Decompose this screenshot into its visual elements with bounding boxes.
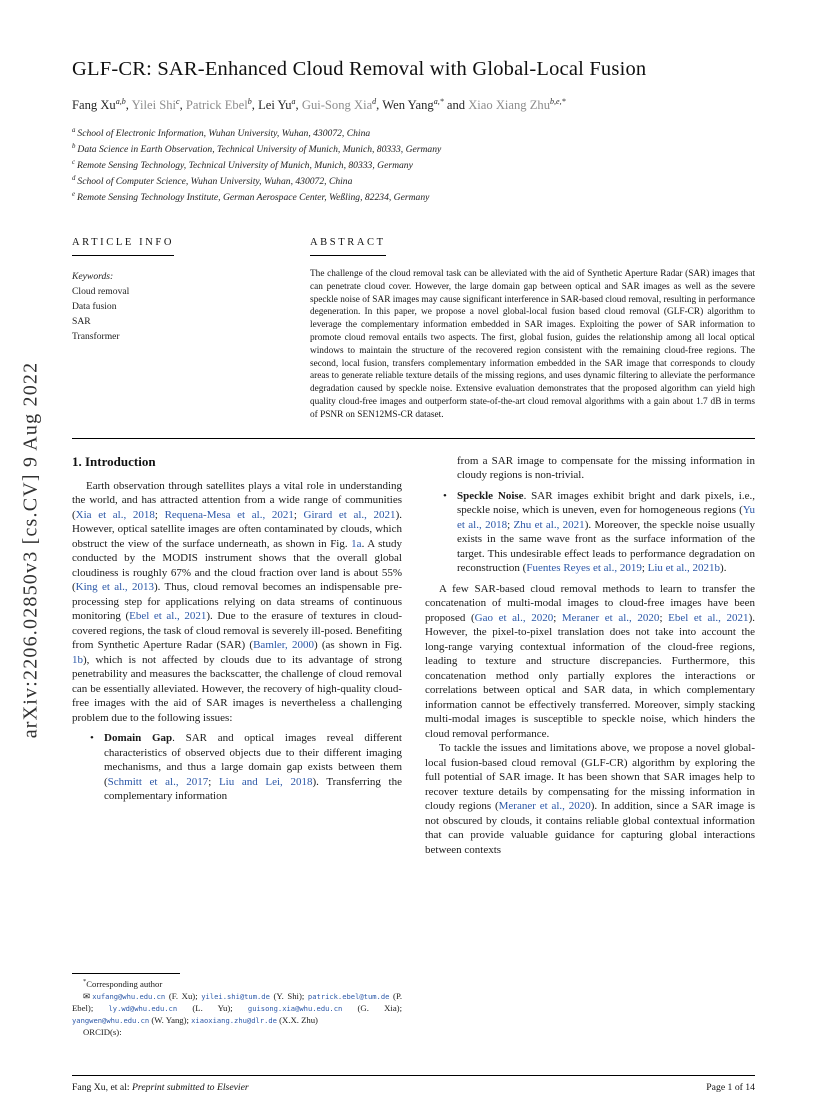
text-run: ; xyxy=(208,775,219,788)
citation-link[interactable]: Gao et al., 2020 xyxy=(474,611,554,624)
text-run: ; xyxy=(507,518,514,531)
text-run: . SAR images exhibit bright and dark pixels, i.e., speckle noise, which is uneven, even for homogeneous regions ( xyxy=(457,489,755,517)
author-separator: , xyxy=(179,98,186,112)
citation-link[interactable]: 1a xyxy=(351,537,362,550)
text-run: ORCID(s): xyxy=(83,1026,122,1037)
email-link[interactable]: xiaoxiang.zhu@dlr.de xyxy=(191,1015,277,1025)
keywords-block xyxy=(72,269,294,344)
email-link[interactable]: guisong.xia@whu.edu.cn xyxy=(247,1003,343,1013)
affiliation-superscript: c xyxy=(72,158,76,166)
author-name: Gui-Song Xia xyxy=(301,98,373,112)
affiliation-text: Remote Sensing Technology Institute, German Aerospace Center, Weßling, 82234, Germany xyxy=(77,192,430,203)
text-run: ). However, optical satellite images are often contaminated by clouds, which obstruct the view of the surface underneath, as shown in Fig. xyxy=(72,508,402,550)
abstract-text: The challenge of the cloud removal task can be alleviated with the aid of Synthetic Aperture Radar (SAR) images that can penetrate cloud cover. However, the large domain gap between optical and SAR images as well as the severe speckle noise of SAR images may cause significant interference in SAR-based cloud removal, resulting in performance degeneration. In this paper, we propose a novel global-local fusion based cloud removal (GLF-CR) algorithm to leverage the complementary information embedded in SAR images. Exploiting the power of SAR information to promote cloud removal entails two aspects. The first, global fusion, guides the relationship among all local optical windows to maintain the structure of the recovered region consistent with the remaining cloud-free regions. The second, local fusion, transfers complementary information embedded in the SAR image that corresponds to cloudy areas to generate reliable texture details of the missing regions, and uses dynamic filtering to alleviate the performance degradation caused by speckle noise. Extensive evaluation demonstrates that the proposed algorithm can yield high quality cloud-free images and outperform state-of-the-art cloud removal algorithms with a gain about 1.7 dB in terms of PSNR on SEN12MS-CR dataset. xyxy=(310,269,755,420)
author-name: Lei Yu xyxy=(258,98,292,112)
author-emails xyxy=(72,991,402,1027)
affiliation-text: Remote Sensing Technology, Technical University of Munich, Munich, 80333, Germany xyxy=(77,160,413,171)
author-separator: and xyxy=(443,98,469,112)
keywords-list xyxy=(72,284,294,344)
citation-link[interactable]: Liu et al., 2021b xyxy=(647,562,721,575)
author-affiliation-superscript: a,b xyxy=(115,96,126,106)
paragraph xyxy=(425,582,755,742)
page-number: Page 1 of 14 xyxy=(706,1082,755,1093)
body-column-right xyxy=(425,454,755,1039)
section-divider-rule xyxy=(72,438,755,439)
corresponding-author-note xyxy=(72,979,402,991)
text-run: ; xyxy=(659,611,669,624)
author-name: Xiao Xiang Zhu xyxy=(468,98,551,112)
bold-text: Speckle Noise xyxy=(457,489,524,502)
keyword-item: Data fusion xyxy=(72,301,117,312)
text-run: (Y. Shi); xyxy=(269,990,308,1001)
affiliation-superscript: e xyxy=(72,190,76,198)
text-run: ). Transferring the complementary information xyxy=(104,775,402,803)
citation-link[interactable]: Xia et al., 2018 xyxy=(75,508,155,521)
abstract-column xyxy=(310,232,755,422)
text-run: ). Moreover, the speckle noise usually exists in the same wave front as the surface information of the target. This undesirable effect leads to performance degradation on reconstruction ( xyxy=(457,518,755,575)
text-run: (L. Yu); xyxy=(177,1002,248,1013)
article-info-column xyxy=(72,232,294,422)
envelope-icon: ✉ xyxy=(83,990,91,1001)
citation-link[interactable]: King et al., 2013 xyxy=(75,581,154,594)
author-affiliation-superscript: a,* xyxy=(433,96,444,106)
text-run: . A study conducted by the MODIS instrument shows that the overall global cloudiness is roughly 67% and the cloud fraction over land is about 55% ( xyxy=(72,537,402,594)
paragraph xyxy=(425,741,755,857)
keyword-item: SAR xyxy=(72,316,91,327)
text-run: ), which is not affected by clouds due to its advantage of strong penetrability and measures the backscatter, the challenge of cloud removal can be essentially alleviated. However, the recovery of high-quality cloud-free images with the aid of SAR images is nevertheless a challenging problem due to the following issues: xyxy=(72,653,402,724)
affiliation-text: Data Science in Earth Observation, Technical University of Munich, Munich, 80333, Germany xyxy=(77,144,442,155)
author-separator: , xyxy=(376,98,383,112)
keyword-item: Cloud removal xyxy=(72,286,130,297)
bullet-marker: • xyxy=(443,489,447,502)
author-affiliation-superscript: d xyxy=(372,96,377,106)
text-run: ). Due to the erasure of textures in cloud-covered regions, the task of cloud removal is severely ill-posed. Benefiting from Synthetic Aperture Radar (SAR) ( xyxy=(72,610,402,652)
italic-text: Preprint submitted to Elsevier xyxy=(132,1082,249,1093)
footer-credit xyxy=(72,1082,249,1093)
affiliation xyxy=(72,190,755,206)
author-affiliation-superscript: c xyxy=(176,96,180,106)
affiliation-text: School of Electronic Information, Wuhan University, Wuhan, 430072, China xyxy=(77,128,371,139)
affiliation xyxy=(72,126,755,142)
superscript-marker: * xyxy=(83,978,87,986)
author-name: Fang Xu xyxy=(72,98,116,112)
abstract-heading: ABSTRACT xyxy=(310,237,386,256)
author-separator: , xyxy=(125,98,132,112)
citation-link[interactable]: Zhu et al., 2021 xyxy=(513,518,585,531)
citation-link[interactable]: Ebel et al., 2021 xyxy=(129,610,207,623)
author-name: Yilei Shi xyxy=(131,98,177,112)
author-name: Patrick Ebel xyxy=(185,98,248,112)
paragraph xyxy=(72,479,402,726)
author-name: Wen Yang xyxy=(382,98,434,112)
text-run: Earth observation through satellites plays a vital role in understanding the world, and has attracted attention from a wide range of communities ( xyxy=(72,479,402,521)
article-info-heading: ARTICLE INFO xyxy=(72,237,174,256)
text-run: Fang Xu, et al: xyxy=(72,1082,132,1093)
affiliation-list xyxy=(72,126,755,206)
citation-link[interactable]: 1b xyxy=(72,653,83,666)
text-run: (X.X. Zhu) xyxy=(276,1014,318,1025)
body-columns xyxy=(72,454,755,1039)
text-run: A few SAR-based cloud removal methods to learn to transfer the concatenation of multi-modal images to cloud-free images have been proposed ( xyxy=(425,582,755,624)
section-heading-introduction: 1. Introduction xyxy=(72,453,156,469)
text-run: ) (as shown in Fig. xyxy=(313,639,402,652)
text-run: ). Thus, cloud removal becomes an indispensable pre-processing step for applications relying on data streams of continuous monitoring ( xyxy=(72,581,402,623)
affiliation xyxy=(72,174,755,190)
citation-link[interactable]: Liu and Lei, 2018 xyxy=(218,775,313,788)
keyword-item: Transformer xyxy=(72,331,120,342)
affiliation-superscript: a xyxy=(72,126,76,134)
keywords-label: Keywords: xyxy=(72,271,114,282)
text-run: ). xyxy=(720,562,727,575)
bullet-marker: • xyxy=(90,732,94,745)
text-run: ; xyxy=(641,562,648,575)
citation-link[interactable]: Requena-Mesa et al., 2021 xyxy=(164,508,294,521)
bullet-item xyxy=(72,731,402,804)
citation-link[interactable]: Schmitt et al., 2017 xyxy=(107,775,209,788)
body-column-left xyxy=(72,454,402,1039)
intro-left-text xyxy=(72,479,402,810)
text-run: (F. Xu); xyxy=(165,990,202,1001)
text-run: (P. Ebel); xyxy=(72,990,402,1013)
text-run: ; xyxy=(154,508,165,521)
page-footer xyxy=(72,1075,755,1093)
arxiv-watermark: arXiv:2206.02850v3 [cs.CV] 9 Aug 2022 xyxy=(19,361,42,739)
text-run: (G. Xia); xyxy=(342,1002,402,1013)
footnote-lines xyxy=(72,979,402,1039)
email-link[interactable]: yangwen@whu.edu.cn xyxy=(72,1015,150,1025)
bullet-item xyxy=(425,489,755,576)
citation-link[interactable]: Ebel et al., 2021 xyxy=(668,611,749,624)
text-run: . SAR and optical images reveal different characteristics of observed objects due to their different imaging mechanisms, and thus a large domain gap exists between them ( xyxy=(104,732,402,788)
citation-link[interactable]: Girard et al., 2021 xyxy=(303,508,396,521)
paper-title: GLF-CR: SAR-Enhanced Cloud Removal with Global-Local Fusion xyxy=(72,58,647,80)
citation-link[interactable]: Yu et al., 2018 xyxy=(457,504,755,531)
text-run: from a SAR image to compensate for the missing information in cloudy regions is non-trivial. xyxy=(457,454,755,482)
intro-right-text xyxy=(425,454,755,858)
text-run: ; xyxy=(553,611,562,624)
text-run: ; xyxy=(293,508,304,521)
email-link[interactable]: xufang@whu.edu.cn xyxy=(92,991,166,1001)
citation-link[interactable]: Meraner et al., 2020 xyxy=(498,800,591,813)
text-run: ). In addition, since a SAR image is not obscured by clouds, it contains reliable global contextual information that can provide valuable guidance for capturing global interactions between contexts xyxy=(425,800,755,856)
citation-link[interactable]: Bamler, 2000 xyxy=(253,639,314,652)
citation-link[interactable]: Meraner et al., 2020 xyxy=(561,611,660,624)
orcid-note xyxy=(72,1027,402,1039)
text-run: Corresponding author xyxy=(86,979,163,990)
email-link[interactable]: yilei.shi@tum.de xyxy=(201,991,270,1001)
bold-text: Domain Gap xyxy=(104,732,173,745)
author-separator: , xyxy=(295,98,302,112)
text-run: ). However, the pixel-to-pixel translation does not take into account the long-range varying contextual information of the cloud-free regions, leading to texture and structure discrepancies. Furthermore, this concatenation method only partially explores the interactions or correlations between optical and SAR data, in which complementary information cannot be effectively transferred. Moreover, simply stacking multi-modal images is susceptible to speckle noise, which hinders the cloud removal performance. xyxy=(425,611,755,740)
affiliation xyxy=(72,158,755,174)
text-run: To tackle the issues and limitations above, we propose a novel global-local fusion-based cloud removal (GLF-CR) algorithm by exploring the full potential of SAR image. It has been shown that SAR images help to recover texture details by compensating for the missing information in cloudy regions ( xyxy=(425,742,755,813)
paragraph-continuation xyxy=(425,454,755,483)
author-affiliation-superscript: b xyxy=(247,96,252,106)
footnote-rule xyxy=(72,973,180,974)
author-line xyxy=(72,98,755,113)
email-link[interactable]: patrick.ebel@tum.de xyxy=(307,991,390,1001)
affiliation-superscript: d xyxy=(72,174,76,182)
email-link[interactable]: ly.wd@whu.edu.cn xyxy=(108,1003,178,1013)
page-content xyxy=(72,0,755,1039)
affiliation xyxy=(72,142,755,158)
text-run: (W. Yang); xyxy=(149,1014,192,1025)
affiliation-superscript: b xyxy=(72,142,76,150)
author-separator: , xyxy=(251,98,259,112)
author-affiliation-superscript: a xyxy=(291,96,296,106)
info-abstract-section xyxy=(72,232,755,422)
author-affiliation-superscript: b,e,* xyxy=(550,96,566,106)
affiliation-text: School of Computer Science, Wuhan University, Wuhan, 430072, China xyxy=(77,176,353,187)
footnote-block xyxy=(72,967,402,1039)
citation-link[interactable]: Fuentes Reyes et al., 2019 xyxy=(526,562,642,575)
